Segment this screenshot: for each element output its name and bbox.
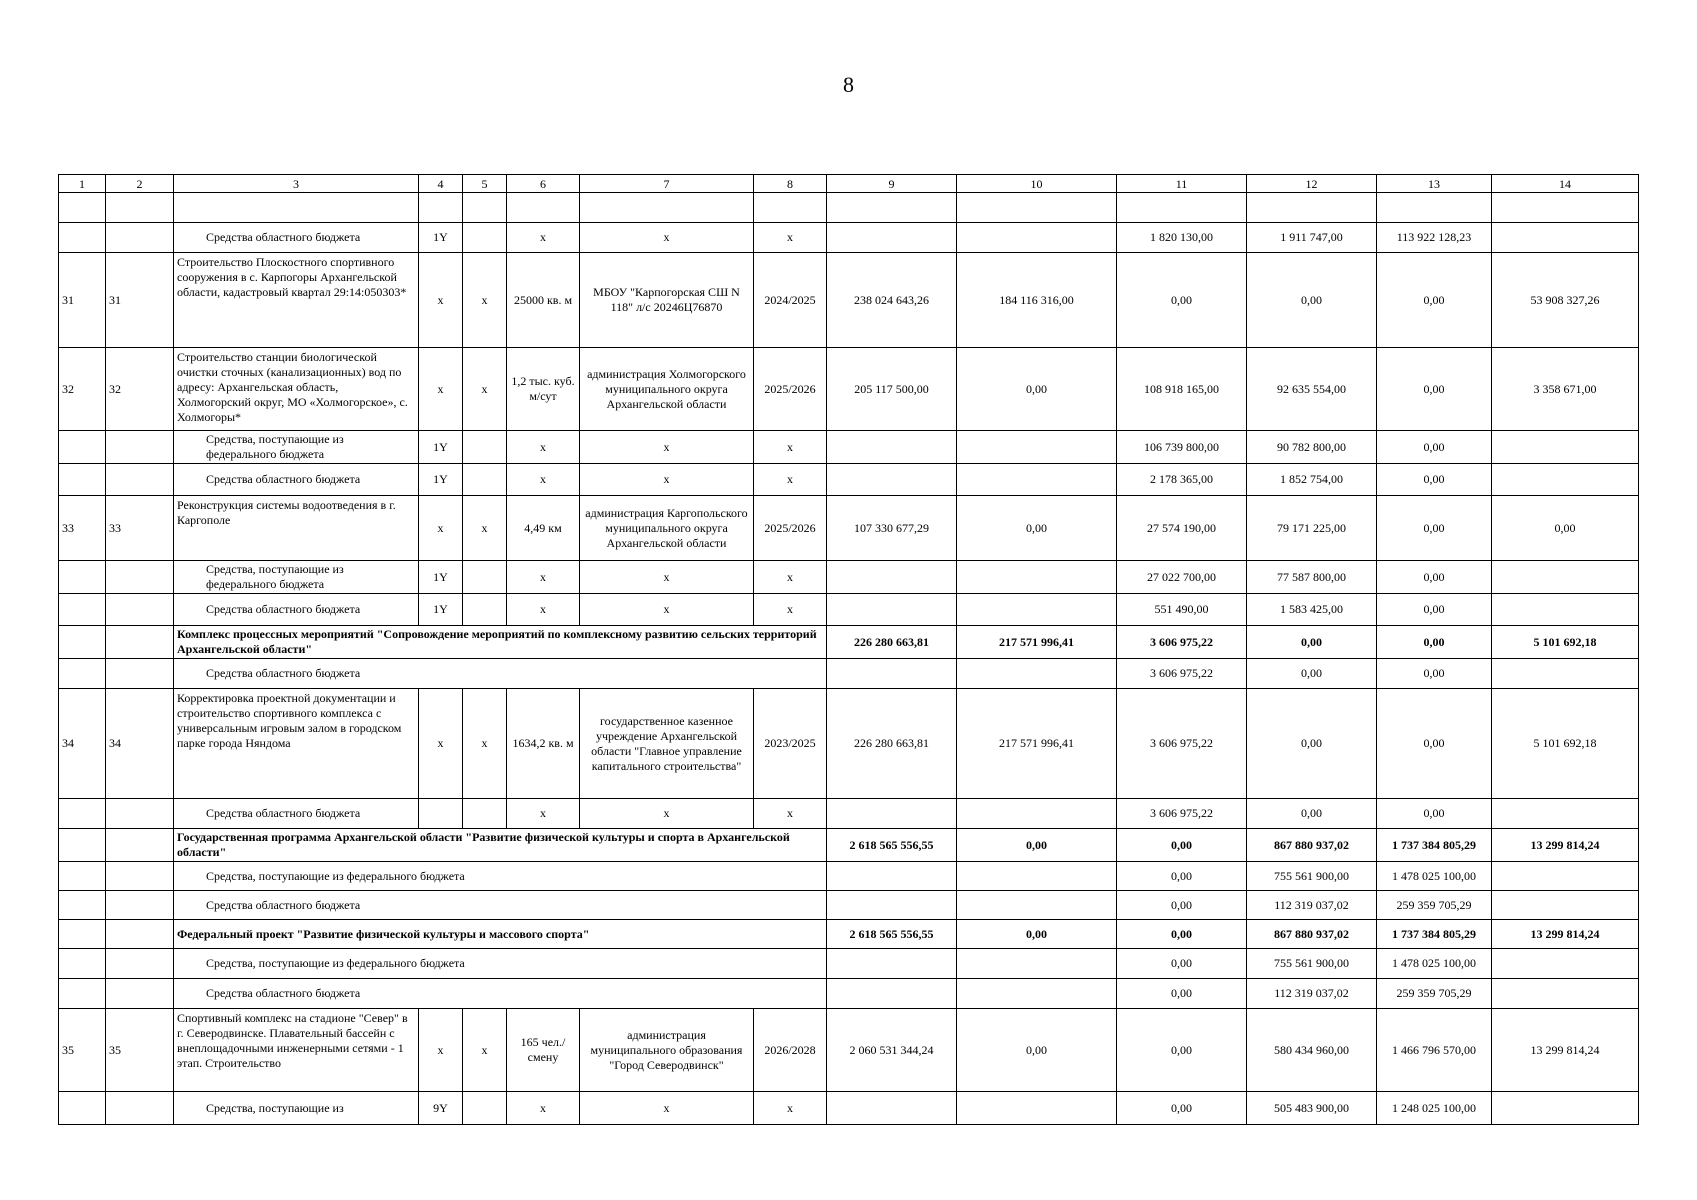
page-number: 8	[843, 72, 854, 97]
cell-col-2: 31	[106, 253, 174, 348]
table-row-item	[59, 689, 1639, 799]
cell-col-5	[463, 1092, 507, 1125]
cell-col-2	[106, 891, 174, 920]
cell-col-14	[1492, 862, 1639, 891]
cell-col-12: 1 911 747,00	[1247, 223, 1377, 253]
cell-col-4: 1Y	[419, 561, 463, 594]
cell-col-12: 77 587 800,00	[1247, 561, 1377, 594]
cell-col-11: 106 739 800,00	[1117, 431, 1247, 464]
cell-col-12: 79 171 225,00	[1247, 496, 1377, 561]
cell-col-11: 3 606 975,22	[1117, 626, 1247, 659]
cell-col-8: 2025/2026	[754, 496, 827, 561]
cell-col-8: x	[754, 1092, 827, 1125]
cell-col-10	[957, 891, 1117, 920]
cell-col-11: 0,00	[1117, 1009, 1247, 1092]
cell-col-2	[106, 799, 174, 829]
column-number-7: 7	[580, 175, 754, 193]
table-row-group	[59, 920, 1639, 949]
cell-col-8: x	[754, 223, 827, 253]
table-row-item	[59, 348, 1639, 431]
budget-table	[58, 174, 1639, 1125]
cell-col-1	[59, 799, 106, 829]
cell-col-5: x	[463, 253, 507, 348]
table-row-sub	[59, 464, 1639, 496]
funding-source-label: Средства, поступающие из федерального бюджета	[174, 561, 419, 594]
cell-col-2	[106, 949, 174, 979]
cell-col-2: 34	[106, 689, 174, 799]
column-number-5: 5	[463, 175, 507, 193]
cell-col-6: x	[507, 799, 580, 829]
cell-col-5: x	[463, 348, 507, 431]
cell-col-14	[1492, 464, 1639, 496]
cell-col-12: 0,00	[1247, 626, 1377, 659]
cell-col-14: 13 299 814,24	[1492, 829, 1639, 862]
cell-col-9: 238 024 643,26	[827, 253, 957, 348]
cell-col-11: 0,00	[1117, 829, 1247, 862]
cell-col-5	[463, 594, 507, 626]
cell-col-10	[957, 659, 1117, 689]
table-row-sub2	[59, 891, 1639, 920]
cell-col-13: 1 478 025 100,00	[1377, 862, 1492, 891]
cell-col-6: x	[507, 464, 580, 496]
cell-col-9	[827, 561, 957, 594]
cell-col-11: 3 606 975,22	[1117, 799, 1247, 829]
cell-col-9	[827, 862, 957, 891]
cell-col-9: 226 280 663,81	[827, 689, 957, 799]
cell-col-12: 0,00	[1247, 689, 1377, 799]
cell-col-13: 1 737 384 805,29	[1377, 829, 1492, 862]
funding-source-label: Средства областного бюджета	[174, 659, 827, 689]
cell-col-2	[106, 920, 174, 949]
cell-col-1	[59, 659, 106, 689]
column-number-10: 10	[957, 175, 1117, 193]
cell-col-6: x	[507, 1092, 580, 1125]
group-title: Федеральный проект "Развитие физической культуры и массового спорта"	[174, 920, 827, 949]
cell-col-4: 1Y	[419, 464, 463, 496]
cell-col-11: 551 490,00	[1117, 594, 1247, 626]
cell-col-10: 0,00	[957, 829, 1117, 862]
cell-col-4	[419, 193, 463, 223]
cell-col-2	[106, 193, 174, 223]
cell-col-14: 13 299 814,24	[1492, 1009, 1639, 1092]
cell-col-2	[106, 594, 174, 626]
cell-col-1: 33	[59, 496, 106, 561]
cell-col-9	[827, 594, 957, 626]
cell-col-13: 0,00	[1377, 496, 1492, 561]
cell-col-11: 2 178 365,00	[1117, 464, 1247, 496]
cell-col-10	[957, 979, 1117, 1009]
cell-col-8: x	[754, 431, 827, 464]
cell-col-1: 34	[59, 689, 106, 799]
cell-col-10: 0,00	[957, 920, 1117, 949]
cell-col-14: 5 101 692,18	[1492, 689, 1639, 799]
column-number-12: 12	[1247, 175, 1377, 193]
cell-col-13: 0,00	[1377, 464, 1492, 496]
table-row-blank	[59, 193, 1639, 223]
cell-col-7: администрация Каргопольского муниципального округа Архангельской области	[580, 496, 754, 561]
cell-col-12	[1247, 193, 1377, 223]
group-title: Комплекс процессных мероприятий "Сопровождение мероприятий по комплексному развитию сельских территорий Архангельской области"	[174, 626, 827, 659]
cell-col-11: 3 606 975,22	[1117, 659, 1247, 689]
cell-col-4: x	[419, 1009, 463, 1092]
cell-col-14: 53 908 327,26	[1492, 253, 1639, 348]
cell-col-11: 0,00	[1117, 253, 1247, 348]
cell-col-13: 0,00	[1377, 626, 1492, 659]
cell-col-9: 226 280 663,81	[827, 626, 957, 659]
cell-col-3: Реконструкция системы водоотведения в г. Каргополе	[174, 496, 419, 561]
cell-col-10	[957, 862, 1117, 891]
column-number-8: 8	[754, 175, 827, 193]
cell-col-9	[827, 949, 957, 979]
cell-col-12: 867 880 937,02	[1247, 829, 1377, 862]
cell-col-1	[59, 862, 106, 891]
cell-col-12: 0,00	[1247, 799, 1377, 829]
cell-col-2	[106, 829, 174, 862]
cell-col-2: 32	[106, 348, 174, 431]
cell-col-12: 90 782 800,00	[1247, 431, 1377, 464]
cell-col-2	[106, 979, 174, 1009]
cell-col-4: x	[419, 496, 463, 561]
cell-col-13	[1377, 193, 1492, 223]
cell-col-4: x	[419, 689, 463, 799]
cell-col-7: x	[580, 799, 754, 829]
cell-col-13: 0,00	[1377, 253, 1492, 348]
cell-col-11: 0,00	[1117, 1092, 1247, 1125]
cell-col-13: 1 248 025 100,00	[1377, 1092, 1492, 1125]
cell-col-1	[59, 193, 106, 223]
cell-col-1	[59, 464, 106, 496]
cell-col-1	[59, 626, 106, 659]
cell-col-13: 259 359 705,29	[1377, 979, 1492, 1009]
cell-col-4: 1Y	[419, 594, 463, 626]
cell-col-5	[463, 193, 507, 223]
cell-col-11: 0,00	[1117, 891, 1247, 920]
cell-col-14	[1492, 594, 1639, 626]
cell-col-9	[827, 193, 957, 223]
cell-col-14: 5 101 692,18	[1492, 626, 1639, 659]
cell-col-2: 35	[106, 1009, 174, 1092]
cell-col-13: 0,00	[1377, 594, 1492, 626]
funding-source-label: Средства областного бюджета	[174, 891, 827, 920]
funding-source-label: Средства областного бюджета	[174, 594, 419, 626]
cell-col-1: 32	[59, 348, 106, 431]
cell-col-12: 755 561 900,00	[1247, 949, 1377, 979]
cell-col-10	[957, 193, 1117, 223]
cell-col-11: 108 918 165,00	[1117, 348, 1247, 431]
cell-col-13: 0,00	[1377, 799, 1492, 829]
cell-col-3: Корректировка проектной документации и строительство спортивного комплекса с универсальным игровым залом в городском парке города Няндома	[174, 689, 419, 799]
cell-col-1	[59, 223, 106, 253]
cell-col-10	[957, 799, 1117, 829]
cell-col-12: 1 852 754,00	[1247, 464, 1377, 496]
cell-col-12: 112 319 037,02	[1247, 891, 1377, 920]
cell-col-1	[59, 979, 106, 1009]
cell-col-8: 2025/2026	[754, 348, 827, 431]
cell-col-14: 3 358 671,00	[1492, 348, 1639, 431]
cell-col-2: 33	[106, 496, 174, 561]
cell-col-2	[106, 464, 174, 496]
cell-col-1	[59, 920, 106, 949]
cell-col-1	[59, 431, 106, 464]
cell-col-1	[59, 561, 106, 594]
cell-col-10	[957, 431, 1117, 464]
cell-col-2	[106, 659, 174, 689]
cell-col-10: 0,00	[957, 348, 1117, 431]
cell-col-14	[1492, 431, 1639, 464]
cell-col-11: 0,00	[1117, 862, 1247, 891]
cell-col-7: x	[580, 594, 754, 626]
cell-col-14	[1492, 659, 1639, 689]
cell-col-7: администрация муниципального образования "Город Северодвинск"	[580, 1009, 754, 1092]
funding-source-label: Средства, поступающие из федерального бюджета	[174, 431, 419, 464]
cell-col-9	[827, 891, 957, 920]
cell-col-7: x	[580, 1092, 754, 1125]
cell-col-10	[957, 1092, 1117, 1125]
cell-col-9	[827, 223, 957, 253]
cell-col-13: 1 478 025 100,00	[1377, 949, 1492, 979]
cell-col-14: 0,00	[1492, 496, 1639, 561]
cell-col-14	[1492, 1092, 1639, 1125]
cell-col-13: 259 359 705,29	[1377, 891, 1492, 920]
table-row-sub2	[59, 949, 1639, 979]
cell-col-8: x	[754, 464, 827, 496]
cell-col-13: 0,00	[1377, 659, 1492, 689]
column-number-2: 2	[106, 175, 174, 193]
cell-col-9	[827, 659, 957, 689]
cell-col-9	[827, 799, 957, 829]
cell-col-3: Спортивный комплекс на стадионе "Север" в г. Северодвинске. Плавательный бассейн с внеплощадочными инженерными сетями - 1 этап. Строительство	[174, 1009, 419, 1092]
table-row-sub	[59, 561, 1639, 594]
cell-col-4: x	[419, 348, 463, 431]
cell-col-13: 0,00	[1377, 561, 1492, 594]
cell-col-1: 31	[59, 253, 106, 348]
cell-col-6: 25000 кв. м	[507, 253, 580, 348]
cell-col-8: 2024/2025	[754, 253, 827, 348]
cell-col-11: 0,00	[1117, 920, 1247, 949]
cell-col-12: 580 434 960,00	[1247, 1009, 1377, 1092]
table-row-item	[59, 1009, 1639, 1092]
cell-col-12: 505 483 900,00	[1247, 1092, 1377, 1125]
cell-col-3: Строительство станции биологической очистки сточных (канализационных) вод по адресу: Архангельская область, Холмогорский округ, МО «Холмогорское», с. Холмогоры*	[174, 348, 419, 431]
table-row-group	[59, 626, 1639, 659]
cell-col-14	[1492, 193, 1639, 223]
cell-col-2	[106, 431, 174, 464]
table-row-sub	[59, 594, 1639, 626]
cell-col-12: 92 635 554,00	[1247, 348, 1377, 431]
cell-col-1	[59, 891, 106, 920]
group-title: Государственная программа Архангельской области "Развитие физической культуры и спорта в Архангельской области"	[174, 829, 827, 862]
cell-col-7: администрация Холмогорского муниципального округа Архангельской области	[580, 348, 754, 431]
cell-col-9: 2 618 565 556,55	[827, 920, 957, 949]
cell-col-5	[463, 561, 507, 594]
column-number-6: 6	[507, 175, 580, 193]
cell-col-9	[827, 979, 957, 1009]
cell-col-8: 2026/2028	[754, 1009, 827, 1092]
cell-col-2	[106, 1092, 174, 1125]
cell-col-11: 3 606 975,22	[1117, 689, 1247, 799]
cell-col-1	[59, 949, 106, 979]
cell-col-7: x	[580, 223, 754, 253]
cell-col-8: 2023/2025	[754, 689, 827, 799]
cell-col-11: 27 574 190,00	[1117, 496, 1247, 561]
table-row-item	[59, 253, 1639, 348]
cell-col-1	[59, 594, 106, 626]
cell-col-7: x	[580, 464, 754, 496]
cell-col-2	[106, 626, 174, 659]
table-row-sub2	[59, 979, 1639, 1009]
cell-col-9: 107 330 677,29	[827, 496, 957, 561]
cell-col-6: 1,2 тыс. куб. м/сут	[507, 348, 580, 431]
cell-col-4: 1Y	[419, 431, 463, 464]
cell-col-1	[59, 829, 106, 862]
cell-col-2	[106, 223, 174, 253]
cell-col-3: Строительство Плоскостного спортивного сооружения в с. Карпогоры Архангельской области, кадастровый квартал 29:14:050303*	[174, 253, 419, 348]
cell-col-13: 0,00	[1377, 689, 1492, 799]
cell-col-11: 27 022 700,00	[1117, 561, 1247, 594]
column-number-13: 13	[1377, 175, 1492, 193]
cell-col-2	[106, 862, 174, 891]
cell-col-9	[827, 431, 957, 464]
cell-col-13: 113 922 128,23	[1377, 223, 1492, 253]
table-row-sub	[59, 1092, 1639, 1125]
cell-col-11	[1117, 193, 1247, 223]
cell-col-10: 217 571 996,41	[957, 626, 1117, 659]
funding-source-label: Средства областного бюджета	[174, 464, 419, 496]
cell-col-13: 0,00	[1377, 431, 1492, 464]
cell-col-6: 165 чел./смену	[507, 1009, 580, 1092]
cell-col-4: x	[419, 253, 463, 348]
cell-col-12: 0,00	[1247, 253, 1377, 348]
funding-source-label: Средства, поступающие из	[174, 1092, 419, 1125]
column-number-11: 11	[1117, 175, 1247, 193]
cell-col-4: 1Y	[419, 223, 463, 253]
cell-col-6	[507, 193, 580, 223]
cell-col-11: 0,00	[1117, 949, 1247, 979]
cell-col-12: 112 319 037,02	[1247, 979, 1377, 1009]
cell-col-12: 867 880 937,02	[1247, 920, 1377, 949]
cell-col-4: 9Y	[419, 1092, 463, 1125]
cell-col-14: 13 299 814,24	[1492, 920, 1639, 949]
cell-col-6: x	[507, 223, 580, 253]
cell-col-7: x	[580, 561, 754, 594]
funding-source-label: Средства областного бюджета	[174, 223, 419, 253]
cell-col-14	[1492, 949, 1639, 979]
column-number-4: 4	[419, 175, 463, 193]
cell-col-14	[1492, 561, 1639, 594]
cell-col-9	[827, 1092, 957, 1125]
cell-col-9: 2 618 565 556,55	[827, 829, 957, 862]
cell-col-5: x	[463, 689, 507, 799]
cell-col-13: 1 466 796 570,00	[1377, 1009, 1492, 1092]
cell-col-3	[174, 193, 419, 223]
funding-source-label: Средства областного бюджета	[174, 979, 827, 1009]
cell-col-8: x	[754, 799, 827, 829]
cell-col-5	[463, 223, 507, 253]
cell-col-12: 1 583 425,00	[1247, 594, 1377, 626]
cell-col-8	[754, 193, 827, 223]
cell-col-6: 1634,2 кв. м	[507, 689, 580, 799]
cell-col-10	[957, 223, 1117, 253]
cell-col-1	[59, 1092, 106, 1125]
cell-col-7: x	[580, 431, 754, 464]
cell-col-8: x	[754, 561, 827, 594]
cell-col-10	[957, 464, 1117, 496]
cell-col-14	[1492, 223, 1639, 253]
table-row-sub	[59, 431, 1639, 464]
funding-source-label: Средства, поступающие из федерального бюджета	[174, 862, 827, 891]
cell-col-10	[957, 949, 1117, 979]
cell-col-7: государственное казенное учреждение Архангельской области "Главное управление капитального строительства"	[580, 689, 754, 799]
table-row-sub	[59, 799, 1639, 829]
cell-col-13: 1 737 384 805,29	[1377, 920, 1492, 949]
column-number-row	[59, 175, 1639, 193]
column-number-14: 14	[1492, 175, 1639, 193]
cell-col-10	[957, 594, 1117, 626]
cell-col-11: 1 820 130,00	[1117, 223, 1247, 253]
table-row-sub	[59, 223, 1639, 253]
cell-col-10: 0,00	[957, 1009, 1117, 1092]
cell-col-10: 0,00	[957, 496, 1117, 561]
cell-col-6: x	[507, 594, 580, 626]
table-row-group	[59, 829, 1639, 862]
cell-col-9: 2 060 531 344,24	[827, 1009, 957, 1092]
cell-col-4	[419, 799, 463, 829]
cell-col-13: 0,00	[1377, 348, 1492, 431]
cell-col-9	[827, 464, 957, 496]
cell-col-5	[463, 431, 507, 464]
cell-col-10: 217 571 996,41	[957, 689, 1117, 799]
cell-col-6: 4,49 км	[507, 496, 580, 561]
column-number-9: 9	[827, 175, 957, 193]
cell-col-7: МБОУ "Карпогорская СШ N 118" л/с 20246Ц76870	[580, 253, 754, 348]
cell-col-6: x	[507, 431, 580, 464]
cell-col-1: 35	[59, 1009, 106, 1092]
column-number-3: 3	[174, 175, 419, 193]
cell-col-12: 755 561 900,00	[1247, 862, 1377, 891]
cell-col-9: 205 117 500,00	[827, 348, 957, 431]
funding-source-label: Средства областного бюджета	[174, 799, 419, 829]
cell-col-12: 0,00	[1247, 659, 1377, 689]
cell-col-7	[580, 193, 754, 223]
cell-col-14	[1492, 891, 1639, 920]
cell-col-5: x	[463, 496, 507, 561]
funding-source-label: Средства, поступающие из федерального бюджета	[174, 949, 827, 979]
cell-col-10: 184 116 316,00	[957, 253, 1117, 348]
table-row-item	[59, 496, 1639, 561]
cell-col-2	[106, 561, 174, 594]
column-number-1: 1	[59, 175, 106, 193]
cell-col-10	[957, 561, 1117, 594]
cell-col-14	[1492, 799, 1639, 829]
cell-col-5	[463, 464, 507, 496]
cell-col-8: x	[754, 594, 827, 626]
table-row-sub2	[59, 862, 1639, 891]
cell-col-5	[463, 799, 507, 829]
cell-col-5: x	[463, 1009, 507, 1092]
cell-col-11: 0,00	[1117, 979, 1247, 1009]
table-row-sub2	[59, 659, 1639, 689]
cell-col-6: x	[507, 561, 580, 594]
cell-col-14	[1492, 979, 1639, 1009]
